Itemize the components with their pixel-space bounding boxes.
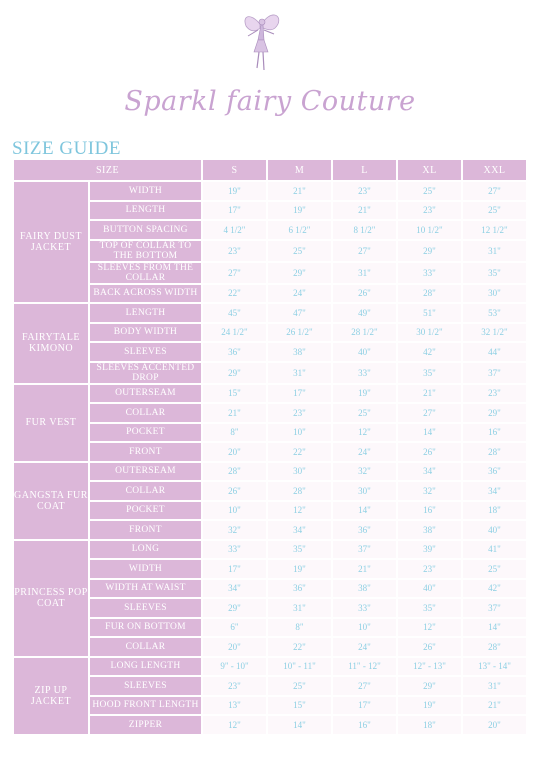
measurement-label: SLEEVES: [89, 342, 202, 362]
measurement-label: BUTTON SPACING: [89, 220, 202, 240]
garment-name: ZIP UP JACKET: [13, 657, 89, 735]
fairy-logo-icon: [240, 10, 284, 72]
size-column-header: XL: [397, 159, 462, 181]
measurement-label: LENGTH: [89, 303, 202, 323]
measurement-label: ZIPPER: [89, 715, 202, 735]
measurement-label: COLLAR: [89, 637, 202, 657]
measurement-value: 22": [202, 284, 267, 304]
measurement-value: 31": [462, 240, 527, 262]
measurement-label: TOP OF COLLAR TO THE BOTTOM: [89, 240, 202, 262]
measurement-value: 17": [267, 384, 332, 404]
measurement-value: 53": [462, 303, 527, 323]
measurement-value: 47": [267, 303, 332, 323]
measurement-value: 16": [397, 501, 462, 521]
table-row: [13, 559, 527, 579]
measurement-value: 27": [332, 676, 397, 696]
measurement-value: 22": [267, 637, 332, 657]
measurement-value: 35": [267, 540, 332, 560]
measurement-value: 34": [462, 481, 527, 501]
measurement-value: 25": [267, 240, 332, 262]
table-row: [13, 598, 527, 618]
measurement-value: 23": [202, 240, 267, 262]
measurement-label: WIDTH: [89, 559, 202, 579]
measurement-value: 14": [397, 423, 462, 443]
measurement-label: SLEEVES: [89, 598, 202, 618]
measurement-value: 41": [462, 540, 527, 560]
table-row: [13, 442, 527, 462]
measurement-label: SLEEVES: [89, 676, 202, 696]
measurement-value: 20": [462, 715, 527, 735]
measurement-value: 26": [202, 481, 267, 501]
measurement-value: 24": [267, 284, 332, 304]
measurement-value: 24": [332, 637, 397, 657]
measurement-value: 49": [332, 303, 397, 323]
measurement-value: 30": [267, 462, 332, 482]
measurement-value: 12": [332, 423, 397, 443]
measurement-value: 37": [332, 540, 397, 560]
measurement-value: 17": [202, 201, 267, 221]
measurement-label: FRONT: [89, 520, 202, 540]
measurement-value: 31": [462, 676, 527, 696]
measurement-label: FRONT: [89, 442, 202, 462]
measurement-value: 37": [462, 362, 527, 384]
measurement-value: 45": [202, 303, 267, 323]
table-row: [13, 579, 527, 599]
measurement-value: 13" - 14": [462, 657, 527, 677]
measurement-value: 29": [202, 362, 267, 384]
measurement-label: WIDTH: [89, 181, 202, 201]
measurement-value: 23": [202, 676, 267, 696]
table-row: [13, 303, 527, 323]
measurement-value: 16": [462, 423, 527, 443]
measurement-value: 25": [462, 559, 527, 579]
measurement-label: COLLAR: [89, 403, 202, 423]
measurement-label: BODY WIDTH: [89, 323, 202, 343]
measurement-label: OUTERSEAM: [89, 462, 202, 482]
measurement-value: 28": [267, 481, 332, 501]
measurement-value: 25": [267, 676, 332, 696]
measurement-label: BACK ACROSS WIDTH: [89, 284, 202, 304]
measurement-value: 6": [202, 618, 267, 638]
measurement-value: 8": [267, 618, 332, 638]
measurement-value: 19": [202, 181, 267, 201]
table-row: [13, 715, 527, 735]
measurement-value: 21": [267, 181, 332, 201]
table-row: [13, 262, 527, 284]
table-row: [13, 540, 527, 560]
measurement-value: 21": [202, 403, 267, 423]
table-row: [13, 481, 527, 501]
measurement-value: 29": [397, 676, 462, 696]
measurement-value: 20": [202, 637, 267, 657]
page-title: SIZE GUIDE: [12, 138, 121, 159]
table-row: [13, 181, 527, 201]
measurement-value: 27": [397, 403, 462, 423]
brand-name: Sparkl fairy Couture: [124, 86, 416, 117]
measurement-value: 23": [397, 559, 462, 579]
table-row: [13, 384, 527, 404]
measurement-value: 12": [397, 618, 462, 638]
measurement-value: 16": [332, 715, 397, 735]
table-row: [13, 220, 527, 240]
measurement-value: 29": [202, 598, 267, 618]
measurement-label: POCKET: [89, 501, 202, 521]
measurement-value: 33": [332, 362, 397, 384]
measurement-value: 12" - 13": [397, 657, 462, 677]
measurement-label: LONG LENGTH: [89, 657, 202, 677]
measurement-value: 29": [397, 240, 462, 262]
garment-name: FAIRYTALE KIMONO: [13, 303, 89, 384]
measurement-value: 19": [267, 559, 332, 579]
table-row: [13, 696, 527, 716]
measurement-value: 14": [462, 618, 527, 638]
measurement-value: 36": [202, 342, 267, 362]
measurement-value: 40": [397, 579, 462, 599]
table-row: [13, 240, 527, 262]
measurement-value: 26 1/2": [267, 323, 332, 343]
measurement-value: 23": [397, 201, 462, 221]
table-row: [13, 618, 527, 638]
measurement-value: 31": [267, 362, 332, 384]
measurement-value: 27": [462, 181, 527, 201]
measurement-value: 25": [462, 201, 527, 221]
measurement-value: 21": [332, 559, 397, 579]
measurement-value: 15": [267, 696, 332, 716]
measurement-value: 32": [202, 520, 267, 540]
measurement-value: 26": [397, 442, 462, 462]
size-column-header: M: [267, 159, 332, 181]
measurement-value: 9" - 10": [202, 657, 267, 677]
table-row: [13, 501, 527, 521]
measurement-value: 40": [462, 520, 527, 540]
measurement-value: 28": [202, 462, 267, 482]
measurement-value: 30": [332, 481, 397, 501]
measurement-value: 38": [267, 342, 332, 362]
measurement-value: 25": [397, 181, 462, 201]
measurement-value: 27": [202, 262, 267, 284]
measurement-value: 34": [202, 579, 267, 599]
measurement-label: LENGTH: [89, 201, 202, 221]
garment-name: GANGSTA FUR COAT: [13, 462, 89, 540]
size-column-header: XXL: [462, 159, 527, 181]
measurement-value: 17": [202, 559, 267, 579]
garment-name: FUR VEST: [13, 384, 89, 462]
measurement-value: 21": [332, 201, 397, 221]
garment-name: PRINCESS POP COAT: [13, 540, 89, 657]
measurement-value: 24": [332, 442, 397, 462]
measurement-value: 15": [202, 384, 267, 404]
measurement-label: WIDTH AT WAIST: [89, 579, 202, 599]
measurement-label: SLEEVES ACCENTED DROP: [89, 362, 202, 384]
measurement-value: 23": [462, 384, 527, 404]
measurement-value: 10": [202, 501, 267, 521]
table-row: [13, 323, 527, 343]
measurement-value: 32 1/2": [462, 323, 527, 343]
table-row: [13, 201, 527, 221]
measurement-value: 12": [267, 501, 332, 521]
measurement-value: 4 1/2": [202, 220, 267, 240]
measurement-value: 33": [332, 598, 397, 618]
measurement-value: 36": [267, 579, 332, 599]
measurement-value: 29": [462, 403, 527, 423]
measurement-value: 30 1/2": [397, 323, 462, 343]
measurement-label: FUR ON BOTTOM: [89, 618, 202, 638]
table-row: [13, 423, 527, 443]
measurement-value: 21": [462, 696, 527, 716]
brand-logo: [0, 0, 540, 135]
table-row: [13, 462, 527, 482]
measurement-value: 26": [397, 637, 462, 657]
measurement-label: OUTERSEAM: [89, 384, 202, 404]
measurement-value: 21": [397, 384, 462, 404]
measurement-value: 25": [332, 403, 397, 423]
measurement-value: 18": [397, 715, 462, 735]
size-column-header: L: [332, 159, 397, 181]
measurement-value: 33": [202, 540, 267, 560]
measurement-value: 36": [462, 462, 527, 482]
measurement-value: 28": [397, 284, 462, 304]
measurement-value: 8": [202, 423, 267, 443]
measurement-value: 12": [202, 715, 267, 735]
measurement-value: 30": [462, 284, 527, 304]
measurement-value: 13": [202, 696, 267, 716]
measurement-label: SLEEVES FROM THE COLLAR: [89, 262, 202, 284]
measurement-value: 42": [462, 579, 527, 599]
measurement-value: 10" - 11": [267, 657, 332, 677]
measurement-value: 35": [397, 598, 462, 618]
measurement-value: 14": [267, 715, 332, 735]
measurement-value: 35": [397, 362, 462, 384]
measurement-value: 44": [462, 342, 527, 362]
table-row: [13, 362, 527, 384]
measurement-value: 28": [462, 442, 527, 462]
measurement-value: 33": [397, 262, 462, 284]
measurement-value: 18": [462, 501, 527, 521]
measurement-value: 19": [267, 201, 332, 221]
measurement-value: 10 1/2": [397, 220, 462, 240]
measurement-value: 38": [332, 579, 397, 599]
size-header: SIZE: [13, 159, 202, 181]
table-row: [13, 520, 527, 540]
measurement-value: 23": [332, 181, 397, 201]
measurement-value: 28 1/2": [332, 323, 397, 343]
size-column-header: S: [202, 159, 267, 181]
measurement-value: 17": [332, 696, 397, 716]
measurement-value: 35": [462, 262, 527, 284]
measurement-value: 23": [267, 403, 332, 423]
measurement-value: 37": [462, 598, 527, 618]
measurement-value: 14": [332, 501, 397, 521]
measurement-value: 26": [332, 284, 397, 304]
measurement-value: 31": [332, 262, 397, 284]
measurement-label: COLLAR: [89, 481, 202, 501]
measurement-value: 12 1/2": [462, 220, 527, 240]
measurement-label: HOOD FRONT LENGTH: [89, 696, 202, 716]
table-row: [13, 403, 527, 423]
measurement-value: 42": [397, 342, 462, 362]
table-row: [13, 676, 527, 696]
table-row: [13, 657, 527, 677]
measurement-value: 39": [397, 540, 462, 560]
measurement-value: 40": [332, 342, 397, 362]
measurement-value: 32": [332, 462, 397, 482]
table-row: [13, 342, 527, 362]
measurement-value: 20": [202, 442, 267, 462]
measurement-value: 38": [397, 520, 462, 540]
size-guide-table: [12, 158, 528, 736]
garment-name: FAIRY DUST JACKET: [13, 181, 89, 303]
measurement-value: 36": [332, 520, 397, 540]
measurement-value: 10": [332, 618, 397, 638]
measurement-value: 28": [462, 637, 527, 657]
measurement-value: 6 1/2": [267, 220, 332, 240]
measurement-value: 11" - 12": [332, 657, 397, 677]
measurement-value: 24 1/2": [202, 323, 267, 343]
table-header-row: [13, 159, 527, 181]
measurement-label: LONG: [89, 540, 202, 560]
measurement-value: 19": [397, 696, 462, 716]
measurement-value: 34": [397, 462, 462, 482]
measurement-value: 8 1/2": [332, 220, 397, 240]
measurement-value: 27": [332, 240, 397, 262]
table-row: [13, 637, 527, 657]
measurement-value: 29": [267, 262, 332, 284]
measurement-value: 10": [267, 423, 332, 443]
measurement-value: 51": [397, 303, 462, 323]
measurement-value: 22": [267, 442, 332, 462]
measurement-value: 19": [332, 384, 397, 404]
measurement-value: 31": [267, 598, 332, 618]
table-row: [13, 284, 527, 304]
measurement-value: 34": [267, 520, 332, 540]
measurement-value: 32": [397, 481, 462, 501]
measurement-label: POCKET: [89, 423, 202, 443]
